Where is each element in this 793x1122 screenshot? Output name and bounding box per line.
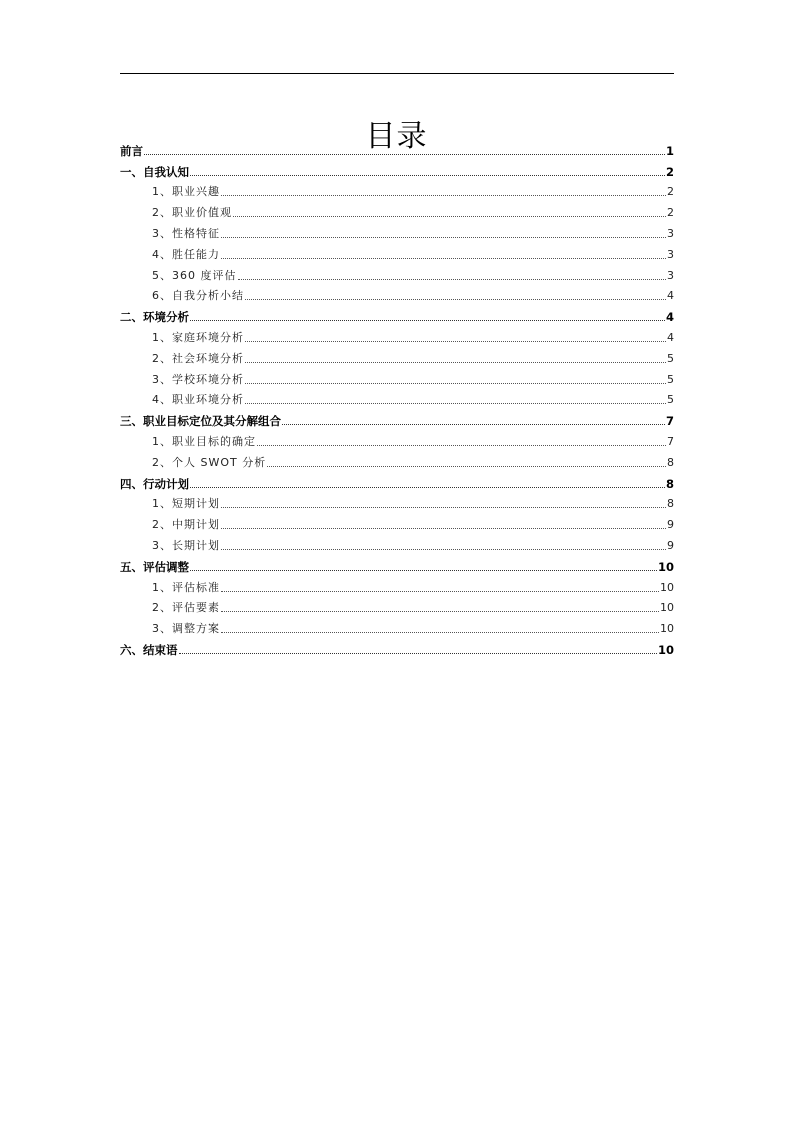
dot-leader <box>221 195 666 196</box>
toc-entry-label: 前言 <box>120 143 143 158</box>
toc-entry-page: 10 <box>660 601 674 615</box>
dot-leader <box>257 445 666 446</box>
toc-entry-page: 3 <box>667 226 674 240</box>
dot-leader <box>267 466 666 467</box>
dot-leader <box>221 528 666 529</box>
toc-entry[interactable] <box>120 597 674 618</box>
toc-entry[interactable] <box>120 139 674 160</box>
toc-entry-page: 2 <box>667 185 674 199</box>
toc-entry[interactable] <box>120 472 674 493</box>
toc-entry-label: 1、职业兴趣 <box>152 185 220 199</box>
dot-leader <box>282 424 665 425</box>
toc-entry-label: 六、结束语 <box>120 642 178 657</box>
dot-leader <box>190 175 665 176</box>
dot-leader <box>221 632 659 633</box>
toc-entry-page: 2 <box>665 164 674 179</box>
toc-entry-label: 2、个人 SWOT 分析 <box>152 455 267 469</box>
toc-entry-page: 10 <box>657 642 674 657</box>
toc-entry-page: 3 <box>667 268 674 282</box>
toc-entry-label: 5、360 度评估 <box>152 268 237 282</box>
toc-entry[interactable] <box>120 409 674 430</box>
toc-entry-page: 8 <box>665 476 674 491</box>
toc-entry[interactable] <box>120 576 674 597</box>
toc-entry-label: 2、职业价值观 <box>152 206 232 220</box>
dot-leader <box>179 653 657 654</box>
toc-entry[interactable] <box>120 347 674 368</box>
dot-leader <box>233 216 666 217</box>
toc-entry-label: 五、评估调整 <box>120 559 189 574</box>
toc-entry-label: 3、学校环境分析 <box>152 372 244 386</box>
toc-entry[interactable] <box>120 513 674 534</box>
toc-entry-label: 1、短期计划 <box>152 497 220 511</box>
toc-entry-label: 2、评估要素 <box>152 601 220 615</box>
toc-entry[interactable] <box>120 222 674 243</box>
toc-entry[interactable] <box>120 160 674 181</box>
toc-entry-label: 二、环境分析 <box>120 310 189 325</box>
dot-leader <box>144 154 665 155</box>
toc-entry[interactable] <box>120 389 674 410</box>
toc-entry-label: 4、职业环境分析 <box>152 393 244 407</box>
toc-entry-page: 9 <box>667 518 674 532</box>
toc-entry-page: 8 <box>667 497 674 511</box>
toc-entry[interactable] <box>120 555 674 576</box>
toc-entry-page: 3 <box>667 247 674 261</box>
toc-entry[interactable] <box>120 181 674 202</box>
toc-entry-page: 4 <box>665 310 674 325</box>
toc-title: 目录 <box>365 119 428 155</box>
dot-leader <box>221 549 666 550</box>
toc-entry-page: 10 <box>660 622 674 636</box>
toc-entry-page: 7 <box>667 434 674 448</box>
toc-entry[interactable] <box>120 326 674 347</box>
toc-entry-label: 三、职业目标定位及其分解组合 <box>120 414 281 429</box>
toc-entry-label: 2、中期计划 <box>152 518 220 532</box>
dot-leader <box>245 362 666 363</box>
toc-entry-label: 4、胜任能力 <box>152 247 220 261</box>
toc-entry[interactable] <box>120 285 674 306</box>
toc-list <box>120 139 674 659</box>
toc-entry-label: 6、自我分析小结 <box>152 289 244 303</box>
toc-entry[interactable] <box>120 264 674 285</box>
toc-entry-label: 3、性格特征 <box>152 226 220 240</box>
toc-entry-label: 一、自我认知 <box>120 164 189 179</box>
toc-entry-page: 1 <box>665 143 674 158</box>
toc-entry-label: 2、社会环境分析 <box>152 351 244 365</box>
toc-entry-page: 7 <box>665 414 674 429</box>
toc-entry-page: 4 <box>667 289 674 303</box>
dot-leader <box>238 279 667 280</box>
toc-entry-label: 1、家庭环境分析 <box>152 330 244 344</box>
dot-leader <box>221 611 659 612</box>
toc-entry[interactable] <box>120 201 674 222</box>
toc-entry[interactable] <box>120 368 674 389</box>
toc-entry[interactable] <box>120 305 674 326</box>
toc-entry[interactable] <box>120 451 674 472</box>
toc-entry[interactable] <box>120 617 674 638</box>
toc-entry-page: 8 <box>667 455 674 469</box>
toc-entry-page: 10 <box>660 580 674 594</box>
dot-leader <box>245 341 666 342</box>
toc-entry[interactable] <box>120 638 674 659</box>
toc-entry-label: 3、长期计划 <box>152 538 220 552</box>
toc-entry[interactable] <box>120 534 674 555</box>
toc-entry-page: 9 <box>667 538 674 552</box>
dot-leader <box>221 237 666 238</box>
toc-entry-page: 5 <box>667 393 674 407</box>
header-rule <box>120 73 674 74</box>
dot-leader <box>221 507 666 508</box>
toc-entry[interactable] <box>120 243 674 264</box>
toc-entry-label: 1、职业目标的确定 <box>152 434 256 448</box>
toc-entry-label: 1、评估标准 <box>152 580 220 594</box>
toc-entry-page: 4 <box>667 330 674 344</box>
dot-leader <box>245 299 666 300</box>
toc-entry[interactable] <box>120 493 674 514</box>
toc-entry[interactable] <box>120 430 674 451</box>
toc-entry-page: 10 <box>657 559 674 574</box>
dot-leader <box>190 570 657 571</box>
toc-entry-label: 四、行动计划 <box>120 476 189 491</box>
dot-leader <box>190 320 665 321</box>
dot-leader <box>190 487 665 488</box>
dot-leader <box>221 258 666 259</box>
toc-entry-page: 2 <box>667 206 674 220</box>
toc-entry-label: 3、调整方案 <box>152 622 220 636</box>
dot-leader <box>245 403 666 404</box>
dot-leader <box>245 383 666 384</box>
dot-leader <box>221 591 659 592</box>
toc-entry-page: 5 <box>667 351 674 365</box>
toc-entry-page: 5 <box>667 372 674 386</box>
